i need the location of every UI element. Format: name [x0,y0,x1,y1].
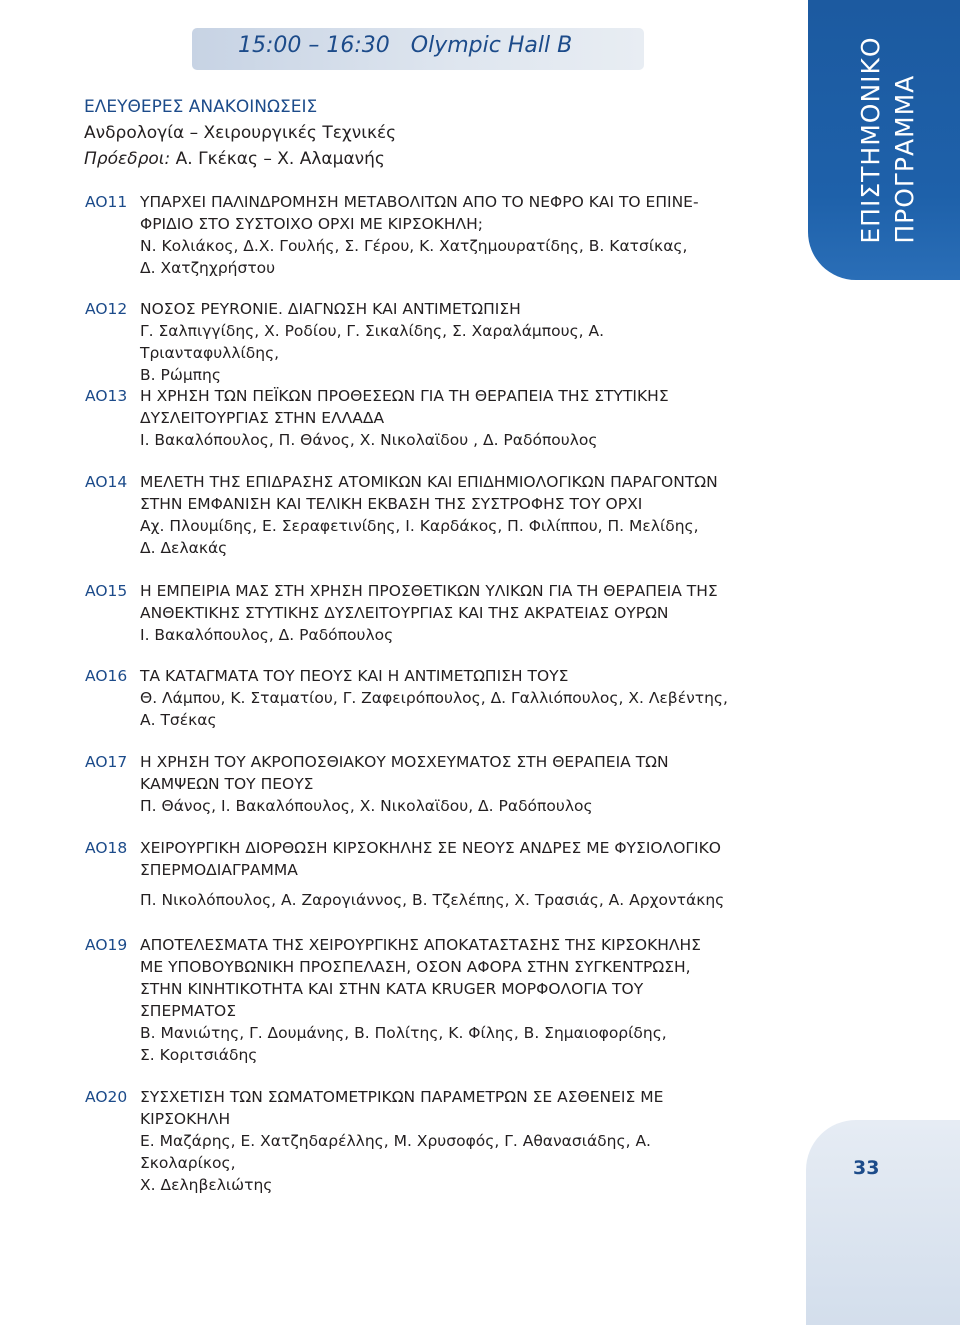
authors-line: Σ. Κοριτσιάδης [140,1046,258,1064]
abstract-title-line: Η ΕΜΠΕΙΡΙΑ ΜΑΣ ΣΤΗ ΧΡΗΣΗ ΠΡΟΣΘΕΤΙΚΩΝ ΥΛΙΚΩΝ ΓΙΑ ΤΗ ΘΕΡΑΠΕΙΑ ΤΗΣ [140,582,718,600]
authors-line: Ι. Βακαλόπουλος, Π. Θάνος, Χ. Νικολαϊδου , Δ. Ραδόπουλος [140,431,598,449]
abstract-title-line: ΝΟΣΟΣ PEYRONIE. ΔΙΑΓΝΩΣΗ ΚΑΙ ΑΝΤΙΜΕΤΩΠΙΣΗ [140,300,521,318]
abstract-title-line: ΥΠΑΡΧΕΙ ΠΑΛΙΝΔΡΟΜΗΣΗ ΜΕΤΑΒΟΛΙΤΩΝ ΑΠΟ ΤΟ ΝΕΦΡΟ ΚΑΙ ΤΟ ΕΠΙΝΕ- [140,193,699,211]
authors-line: Θ. Λάμπου, Κ. Σταματίου, Γ. Ζαφειρόπουλος, Δ. Γαλλιόπουλος, Χ. Λεβέντης, [140,689,728,707]
authors-line: Δ. Δελακάς [140,539,228,557]
abstract-title-line: Η ΧΡΗΣΗ ΤΟΥ ΑΚΡΟΠΟΣΘΙΑΚΟΥ ΜΟΣΧΕΥΜΑΤΟΣ ΣΤΗ ΘΕΡΑΠΕΙΑ ΤΩΝ [140,753,669,771]
abstract-title-line: ΚΑΜΨΕΩΝ ΤΟΥ ΠΕΟΥΣ [140,775,314,793]
authors-line: Δ. Χατζηχρήστου [140,259,276,277]
authors-line: Αχ. Πλουμίδης, Ε. Σεραφετινίδης, Ι. Καρδάκος, Π. Φιλίππου, Π. Μελίδης, [140,517,699,535]
authors-line: Β. Μανιώτης, Γ. Δουμάνης, Β. Πολίτης, Κ. Φίλης, Β. Σημαιοφορίδης, [140,1024,667,1042]
abstract-code: AO14 [85,473,128,491]
abstract-title-line: ΣΤΗΝ ΚΙΝΗΤΙΚΟΤΗΤΑ ΚΑΙ ΣΤΗΝ ΚΑΤΑ KRUGER ΜΟΡΦΟΛΟΓΙΑ ΤΟΥ [140,980,644,998]
abstract-title-line: ΦΡΙΔΙΟ ΣΤΟ ΣΥΣΤΟΙΧΟ ΟΡΧΙ ΜΕ ΚΙΡΣΟΚΗΛΗ; [140,215,483,233]
sidebar-label-line1: ΕΠΙΣΤΗΜΟΝΙΚΟ [856,36,885,244]
abstract-authors [140,889,748,911]
abstract-authors [140,320,748,386]
session-chairs [84,146,396,172]
abstract-title-line: ΑΠΟΤΕΛΕΣΜΑΤΑ ΤΗΣ ΧΕΙΡΟΥΡΓΙΚΗΣ ΑΠΟΚΑΤΑΣΤΑΣΗΣ ΤΗΣ ΚΙΡΣΟΚΗΛΗΣ [140,936,701,954]
abstract-title-line: ΜΕ ΥΠΟΒΟΥΒΩΝΙΚΗ ΠΡΟΣΠΕΛΑΣΗ, ΟΣΟΝ ΑΦΟΡΑ ΣΤΗΝ ΣΥΓΚΕΝΤΡΩΣΗ, [140,958,691,976]
authors-line: Β. Ρώμπης [140,366,221,384]
abstract-title-line: ΤΑ ΚΑΤΑΓΜΑΤΑ ΤΟΥ ΠΕΟΥΣ ΚΑΙ Η ΑΝΤΙΜΕΤΩΠΙΣΗ ΤΟΥΣ [140,667,569,685]
abstract-title-line: ΧΕΙΡΟΥΡΓΙΚΗ ΔΙΟΡΘΩΣΗ ΚΙΡΣΟΚΗΛΗΣ ΣΕ ΝΕΟΥΣ ΑΝΔΡΕΣ ΜΕ ΦΥΣΙΟΛΟΓΙΚΟ [140,839,721,857]
abstract-title-line: ΣΤΗΝ ΕΜΦΑΝΙΣΗ ΚΑΙ ΤΕΛΙΚΗ ΕΚΒΑΣΗ ΤΗΣ ΣΥΣΤΡΟΦΗΣ ΤΟΥ ΟΡΧΙ [140,495,643,513]
abstract-code: AO15 [85,582,128,600]
page-number: 33 [853,1157,880,1179]
authors-line: Α. Τσέκας [140,711,217,729]
abstract-title [140,837,748,881]
abstract-title [140,1086,748,1130]
abstract-title-line: ΣΠΕΡΜΟΔΙΑΓΡΑΜΜΑ [140,861,298,879]
abstract-code: AO17 [85,753,128,771]
authors-line: Χ. Δεληβελιώτης [140,1176,273,1194]
abstract-code: AO12 [85,300,128,318]
abstract-authors [140,515,748,559]
authors-line: Ν. Κολιάκος, Δ.Χ. Γουλής, Σ. Γέρου, Κ. Χατζημουρατίδης, Β. Κατσίκας, [140,237,688,255]
abstract-title-line: ΑΝΘΕΚΤΙΚΗΣ ΣΤΥΤΙΚΗΣ ΔΥΣΛΕΙΤΟΥΡΓΙΑΣ ΚΑΙ ΤΗΣ ΑΚΡΑΤΕΙΑΣ ΟΥΡΩΝ [140,604,669,622]
abstract-title [140,471,748,515]
session-hall: Olympic Hall B [410,33,573,58]
abstract-title [140,665,748,687]
abstract-authors [140,795,748,817]
session-topic: Ανδρολογία – Χειρουργικές Τεχνικές [84,123,397,143]
chairs-label: Πρόεδροι: [84,149,171,169]
abstract-authors [140,1022,748,1066]
abstract-code: AO20 [85,1088,128,1106]
abstract-title-line: Η ΧΡΗΣΗ ΤΩΝ ΠΕΪΚΩΝ ΠΡΟΘΕΣΕΩΝ ΓΙΑ ΤΗ ΘΕΡΑΠΕΙΑ ΤΗΣ ΣΤΥΤΙΚΗΣ [140,387,669,405]
chairs-names: Α. Γκέκας – Χ. Αλαμανής [175,149,385,169]
sidebar-label-line2: ΠΡΟΓΡΑΜΜΑ [890,74,919,244]
authors-line: Ε. Μαζάρης, Ε. Χατζηδαρέλλης, Μ. Χρυσοφός, Γ. Αθανασιάδης, Α. Σκολαρίκος, [140,1132,651,1172]
session-info [84,94,396,172]
abstract-code: AO13 [85,387,128,405]
sidebar-label [854,36,922,243]
abstract-title-line: ΜΕΛΕΤΗ ΤΗΣ ΕΠΙΔΡΑΣΗΣ ΑΤΟΜΙΚΩΝ ΚΑΙ ΕΠΙΔΗΜΙΟΛΟΓΙΚΩΝ ΠΑΡΑΓΟΝΤΩΝ [140,473,718,491]
authors-line: Ι. Βακαλόπουλος, Δ. Ραδόπουλος [140,626,394,644]
abstract-title-line: ΔΥΣΛΕΙΤΟΥΡΓΙΑΣ ΣΤΗΝ ΕΛΛΑΔΑ [140,409,385,427]
abstract-authors [140,235,748,279]
abstract-title-line: ΚΙΡΣΟΚΗΛΗ [140,1110,231,1128]
abstract-title [140,191,748,235]
abstract-code: AO18 [85,839,128,857]
abstract-code: AO16 [85,667,128,685]
session-time-hall [238,33,572,58]
abstract-authors [140,429,748,451]
abstract-code: AO11 [85,193,128,211]
abstract-title-line: ΣΠΕΡΜΑΤΟΣ [140,1002,237,1020]
abstract-title [140,934,748,1022]
page-corner-tab [806,1120,960,1325]
abstract-title [140,385,748,429]
session-time: 15:00 – 16:30 [238,33,390,58]
abstract-title [140,580,748,624]
abstract-title [140,751,748,795]
abstract-title [140,298,748,320]
abstract-code: AO19 [85,936,128,954]
abstract-authors [140,687,748,731]
session-category: ΕΛΕΥΘΕΡΕΣ ΑΝΑΚΟΙΝΩΣΕΙΣ [84,97,318,117]
abstract-title-line: ΣΥΣΧΕΤΙΣΗ ΤΩΝ ΣΩΜΑΤΟΜΕΤΡΙΚΩΝ ΠΑΡΑΜΕΤΡΩΝ ΣΕ ΑΣΘΕΝΕΙΣ ΜΕ [140,1088,664,1106]
abstract-authors [140,624,748,646]
authors-line: Π. Νικολόπουλος, Α. Ζαρογιάννος, Β. Τζελέπης, Χ. Τρασιάς, Α. Αρχοντάκης [140,891,725,909]
authors-line: Γ. Σαλπιγγίδης, Χ. Ροδίου, Γ. Σικαλίδης, Σ. Χαραλάμπους, Α. Τριανταφυλλίδης, [140,322,605,362]
authors-line: Π. Θάνος, Ι. Βακαλόπουλος, Χ. Νικολαϊδου, Δ. Ραδόπουλος [140,797,593,815]
abstract-authors [140,1130,748,1196]
